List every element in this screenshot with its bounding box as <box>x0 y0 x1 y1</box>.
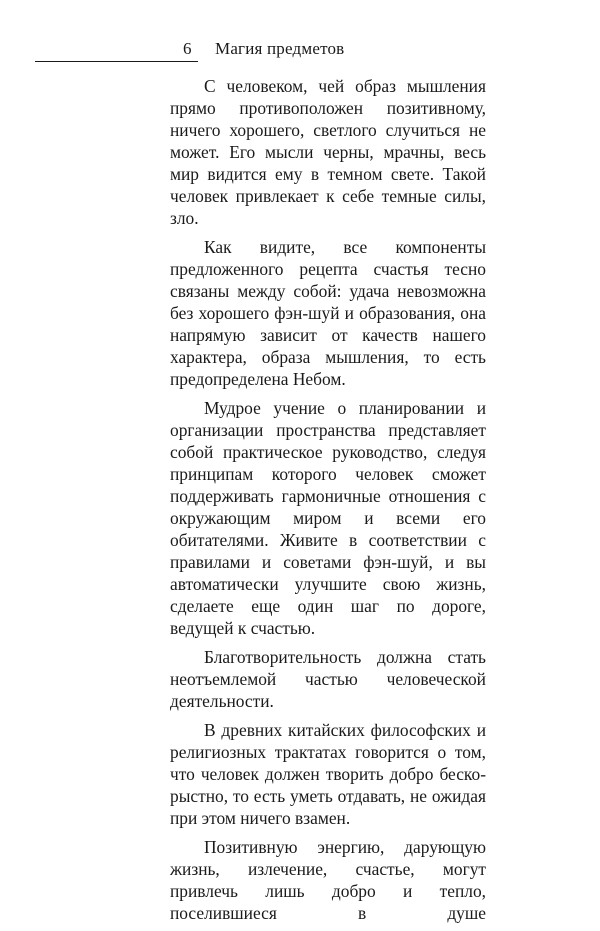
page-number: 6 <box>183 39 192 58</box>
page-header <box>0 36 600 66</box>
paragraph: Мудрое учение о планировании и организации пространства представляет собой практическое руководство, следуя принципам которого человек сможет поддерживать гармоничные отношения с окружающим миром и всеми его обитателями. Живите в соответствии с правилами и советами фэн-шуй, и вы автоматически улучшите свою жизнь, сделаете еще один шаг по дороге, ведущей к счастью. <box>170 398 486 638</box>
paragraph: Как видите, все компоненты предложенного рецепта счастья тесно связаны между собой: удача невозможна без хорошего фэн-шуй и образования, она напрямую зависит от качеств нашего характера, образа мышления, то есть предопределена Небом. <box>170 237 486 389</box>
body-text <box>170 75 486 931</box>
paragraph: Благотворительность должна стать неотъемлемой частью человеческой деятельности. <box>170 647 486 711</box>
paragraph: В древних китайских философских и религиозных трактатах говорится о том, что человек должен творить добро бескорыстно, то есть уметь отдавать, не ожидая при этом ничего взамен. <box>170 720 486 828</box>
header-rule <box>35 61 198 62</box>
running-title: Магия предметов <box>215 39 345 58</box>
paragraph: С человеком, чей образ мышления прямо противоположен позитивному, ничего хорошего, светлого случиться не может. Его мысли черны, мрачны, весь мир видится ему в темном свете. Такой человек привлекает к себе темные силы, зло. <box>170 76 486 228</box>
paragraph: Позитивную энергию, дарующую жизнь, излечение, счастье, могут привлечь лишь добро и тепло, поселившиеся в душе <box>170 837 486 923</box>
